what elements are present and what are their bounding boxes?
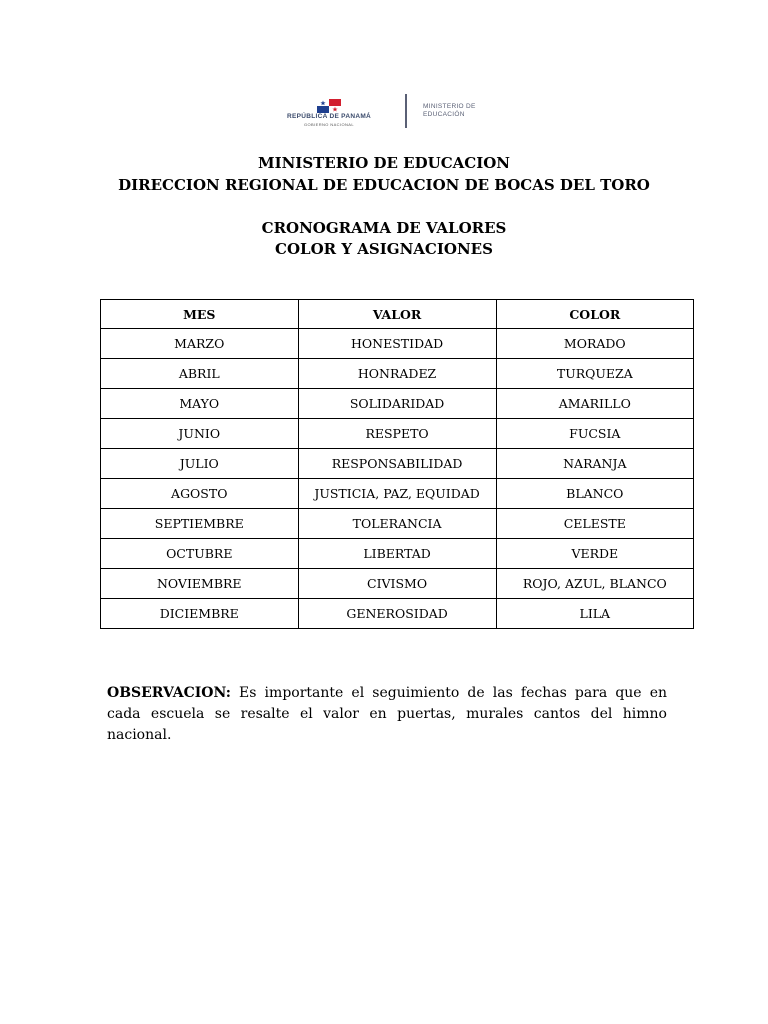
header-logo bbox=[255, 90, 515, 132]
cell-valor: HONESTIDAD bbox=[298, 329, 496, 359]
cell-mes: JUNIO bbox=[101, 419, 299, 449]
table-row bbox=[101, 329, 694, 359]
cell-color: AMARILLO bbox=[496, 389, 693, 419]
cell-valor: TOLERANCIA bbox=[298, 509, 496, 539]
cell-mes: JULIO bbox=[101, 449, 299, 479]
cell-valor: SOLIDARIDAD bbox=[298, 389, 496, 419]
cell-mes: DICIEMBRE bbox=[101, 599, 299, 629]
cell-color: FUCSIA bbox=[496, 419, 693, 449]
column-header-valor: VALOR bbox=[298, 300, 496, 329]
table-row bbox=[101, 449, 694, 479]
ministerio-logo-text bbox=[423, 103, 476, 119]
cell-color: LILA bbox=[496, 599, 693, 629]
table-row bbox=[101, 479, 694, 509]
cell-color: MORADO bbox=[496, 329, 693, 359]
republica-panama-logo bbox=[255, 90, 403, 132]
observation-label: OBSERVACION: bbox=[107, 685, 231, 701]
cell-color: CELESTE bbox=[496, 509, 693, 539]
cell-color: NARANJA bbox=[496, 449, 693, 479]
table-row bbox=[101, 359, 694, 389]
table-row bbox=[101, 389, 694, 419]
cell-color: TURQUEZA bbox=[496, 359, 693, 389]
cell-valor: JUSTICIA, PAZ, EQUIDAD bbox=[298, 479, 496, 509]
cell-mes: OCTUBRE bbox=[101, 539, 299, 569]
observation-paragraph bbox=[107, 683, 667, 746]
table-row bbox=[101, 539, 694, 569]
cell-mes: SEPTIEMBRE bbox=[101, 509, 299, 539]
logo-divider bbox=[405, 94, 407, 128]
cell-mes: ABRIL bbox=[101, 359, 299, 389]
column-header-color: COLOR bbox=[496, 300, 693, 329]
observation-text: Es importante el seguimiento de las fechas para que en cada escuela se resalte el valor en puertas, murales cantos del himno nacional. bbox=[107, 685, 667, 743]
panama-flag-icon bbox=[317, 99, 341, 113]
table-row bbox=[101, 599, 694, 629]
schedule-subtitle: COLOR Y ASIGNACIONES bbox=[275, 240, 493, 258]
cell-valor: HONRADEZ bbox=[298, 359, 496, 389]
regional-direction-title: DIRECCION REGIONAL DE EDUCACION DE BOCAS DEL TORO bbox=[118, 176, 650, 194]
table-row bbox=[101, 569, 694, 599]
schedule-title: CRONOGRAMA DE VALORES bbox=[261, 219, 507, 237]
cell-valor: RESPONSABILIDAD bbox=[298, 449, 496, 479]
logo-ministerio-line2: EDUCACIÓN bbox=[423, 111, 465, 118]
ministry-title: MINISTERIO DE EDUCACION bbox=[257, 154, 511, 172]
table-row bbox=[101, 419, 694, 449]
cell-color: ROJO, AZUL, BLANCO bbox=[496, 569, 693, 599]
cell-mes: MARZO bbox=[101, 329, 299, 359]
logo-republica-text: REPÚBLICA DE PANAMÁ bbox=[286, 113, 372, 120]
cell-color: VERDE bbox=[496, 539, 693, 569]
logo-ministerio-line1: MINISTERIO DE bbox=[423, 103, 476, 110]
cell-valor: GENEROSIDAD bbox=[298, 599, 496, 629]
cell-valor: LIBERTAD bbox=[298, 539, 496, 569]
column-header-mes: MES bbox=[101, 300, 299, 329]
logo-gobierno-text: GOBIERNO NACIONAL bbox=[304, 122, 354, 127]
cell-valor: CIVISMO bbox=[298, 569, 496, 599]
cell-color: BLANCO bbox=[496, 479, 693, 509]
cell-mes: MAYO bbox=[101, 389, 299, 419]
values-schedule-table bbox=[100, 299, 694, 629]
cell-valor: RESPETO bbox=[298, 419, 496, 449]
cell-mes: NOVIEMBRE bbox=[101, 569, 299, 599]
cell-mes: AGOSTO bbox=[101, 479, 299, 509]
table-row bbox=[101, 509, 694, 539]
table-header-row bbox=[101, 300, 694, 329]
